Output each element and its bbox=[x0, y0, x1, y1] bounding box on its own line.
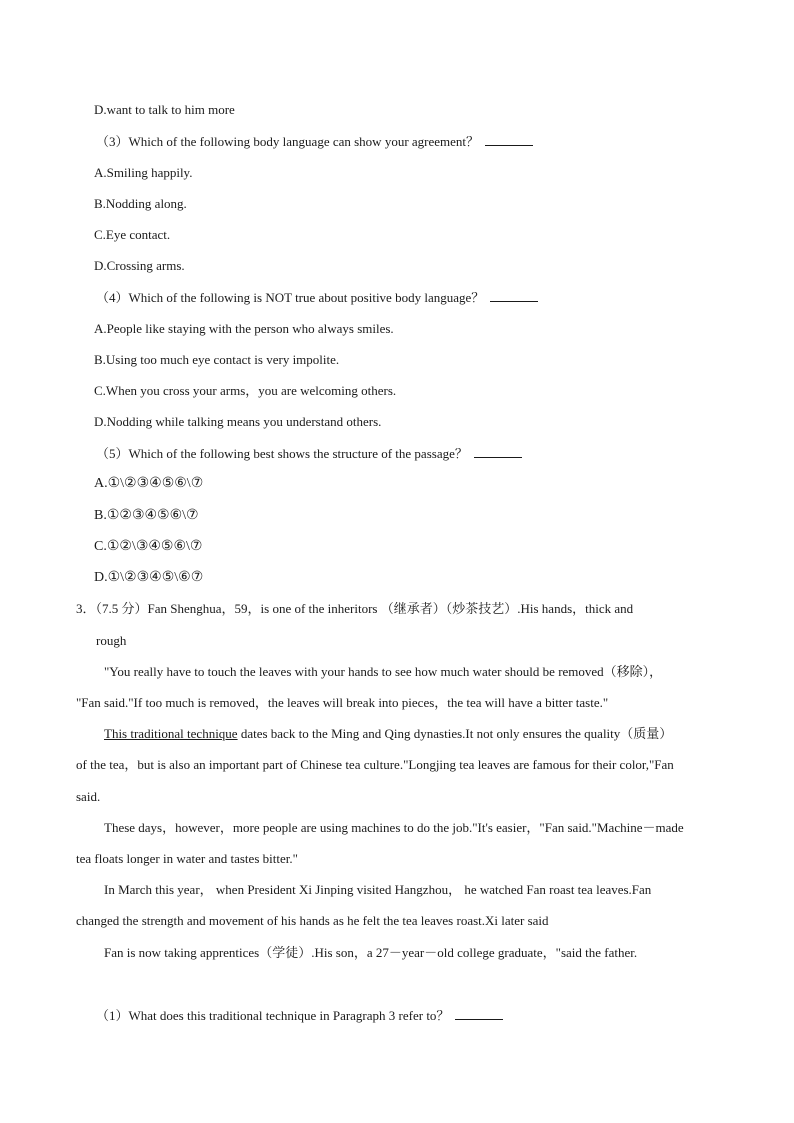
q3-option-d: D.Crossing arms. bbox=[94, 258, 185, 273]
passage3-p2-line3: said. bbox=[76, 789, 101, 804]
passage3-q1-stem bbox=[96, 1007, 503, 1024]
q5-option-b: B.①②③④⑤⑥\⑦ bbox=[94, 508, 199, 523]
q4-option-d: D.Nodding while talking means you understand others. bbox=[94, 414, 382, 429]
passage3-p2-line1 bbox=[104, 726, 672, 742]
passage3-p1-line2: "Fan said."If too much is removed，the leaves will break into pieces，the tea will have a bitter taste." bbox=[76, 695, 609, 710]
q4-stem-text: （4）Which of the following is NOT true about positive body language？ bbox=[96, 290, 485, 305]
q4-option-c: C.When you cross your arms，you are welcoming others. bbox=[94, 383, 397, 398]
q3-stem-text: （3）Which of the following body language can show your agreement？ bbox=[96, 134, 480, 149]
underlined-phrase: This traditional technique bbox=[104, 726, 238, 741]
q4-option-a: A.People like staying with the person who always smiles. bbox=[94, 321, 394, 336]
q2-option-d: D.want to talk to him more bbox=[94, 102, 235, 117]
q5-option-d: D.①\②③④⑤\⑥⑦ bbox=[94, 570, 204, 585]
passage3-p4-line1: In March this year， when President Xi Jinping visited Hangzhou， he watched Fan roast tea leaves.Fan bbox=[104, 882, 652, 897]
passage3-p4-line2: changed the strength and movement of his hands as he felt the tea leaves roast.Xi later said bbox=[76, 913, 549, 928]
q3-option-c: C.Eye contact. bbox=[94, 227, 171, 242]
passage3-p5-line1: Fan is now taking apprentices（学徒）.His son，a 27－year－old college graduate，"said the father. bbox=[104, 945, 638, 960]
q5-stem-text: （5）Which of the following best shows the structure of the passage？ bbox=[96, 446, 468, 461]
q3-stem bbox=[96, 133, 533, 150]
passage3-p2-line1-rest: dates back to the Ming and Qing dynasties.It not only ensures the quality（质量） bbox=[237, 726, 673, 741]
passage3-p1-line1: "You really have to touch the leaves with your hands to see how much water should be removed（移除）， bbox=[104, 664, 663, 679]
passage3-q1-answer-blank[interactable] bbox=[455, 1007, 503, 1020]
passage3-p2-line2: of the tea，but is also an important part of Chinese tea culture."Longjing tea leaves are famous for their color,"Fan bbox=[76, 757, 674, 772]
q4-stem bbox=[96, 289, 538, 306]
q5-option-a: A.①\②③④⑤⑥\⑦ bbox=[94, 476, 204, 491]
q4-answer-blank[interactable] bbox=[490, 289, 538, 302]
q3-option-a: A.Smiling happily. bbox=[94, 165, 193, 180]
q4-option-b: B.Using too much eye contact is very impolite. bbox=[94, 352, 340, 367]
q3-option-b: B.Nodding along. bbox=[94, 196, 187, 211]
passage3-p3-line2: tea floats longer in water and tastes bitter." bbox=[76, 851, 298, 866]
q5-option-c: C.①②\③④⑤⑥\⑦ bbox=[94, 539, 203, 554]
passage3-header-cont: rough bbox=[96, 633, 127, 648]
q3-answer-blank[interactable] bbox=[485, 133, 533, 146]
q5-stem bbox=[96, 445, 522, 462]
passage3-p3-line1: These days，however，more people are using machines to do the job."It's easier，"Fan said."Machine－made bbox=[104, 820, 684, 835]
q5-answer-blank[interactable] bbox=[474, 445, 522, 458]
passage3-q1-stem-text: （1）What does this traditional technique in Paragraph 3 refer to？ bbox=[96, 1008, 450, 1023]
passage3-header: 3．（7.5 分）Fan Shenghua，59，is one of the inheritors （继承者）（炒茶技艺）.His hands，thick and bbox=[76, 601, 634, 616]
